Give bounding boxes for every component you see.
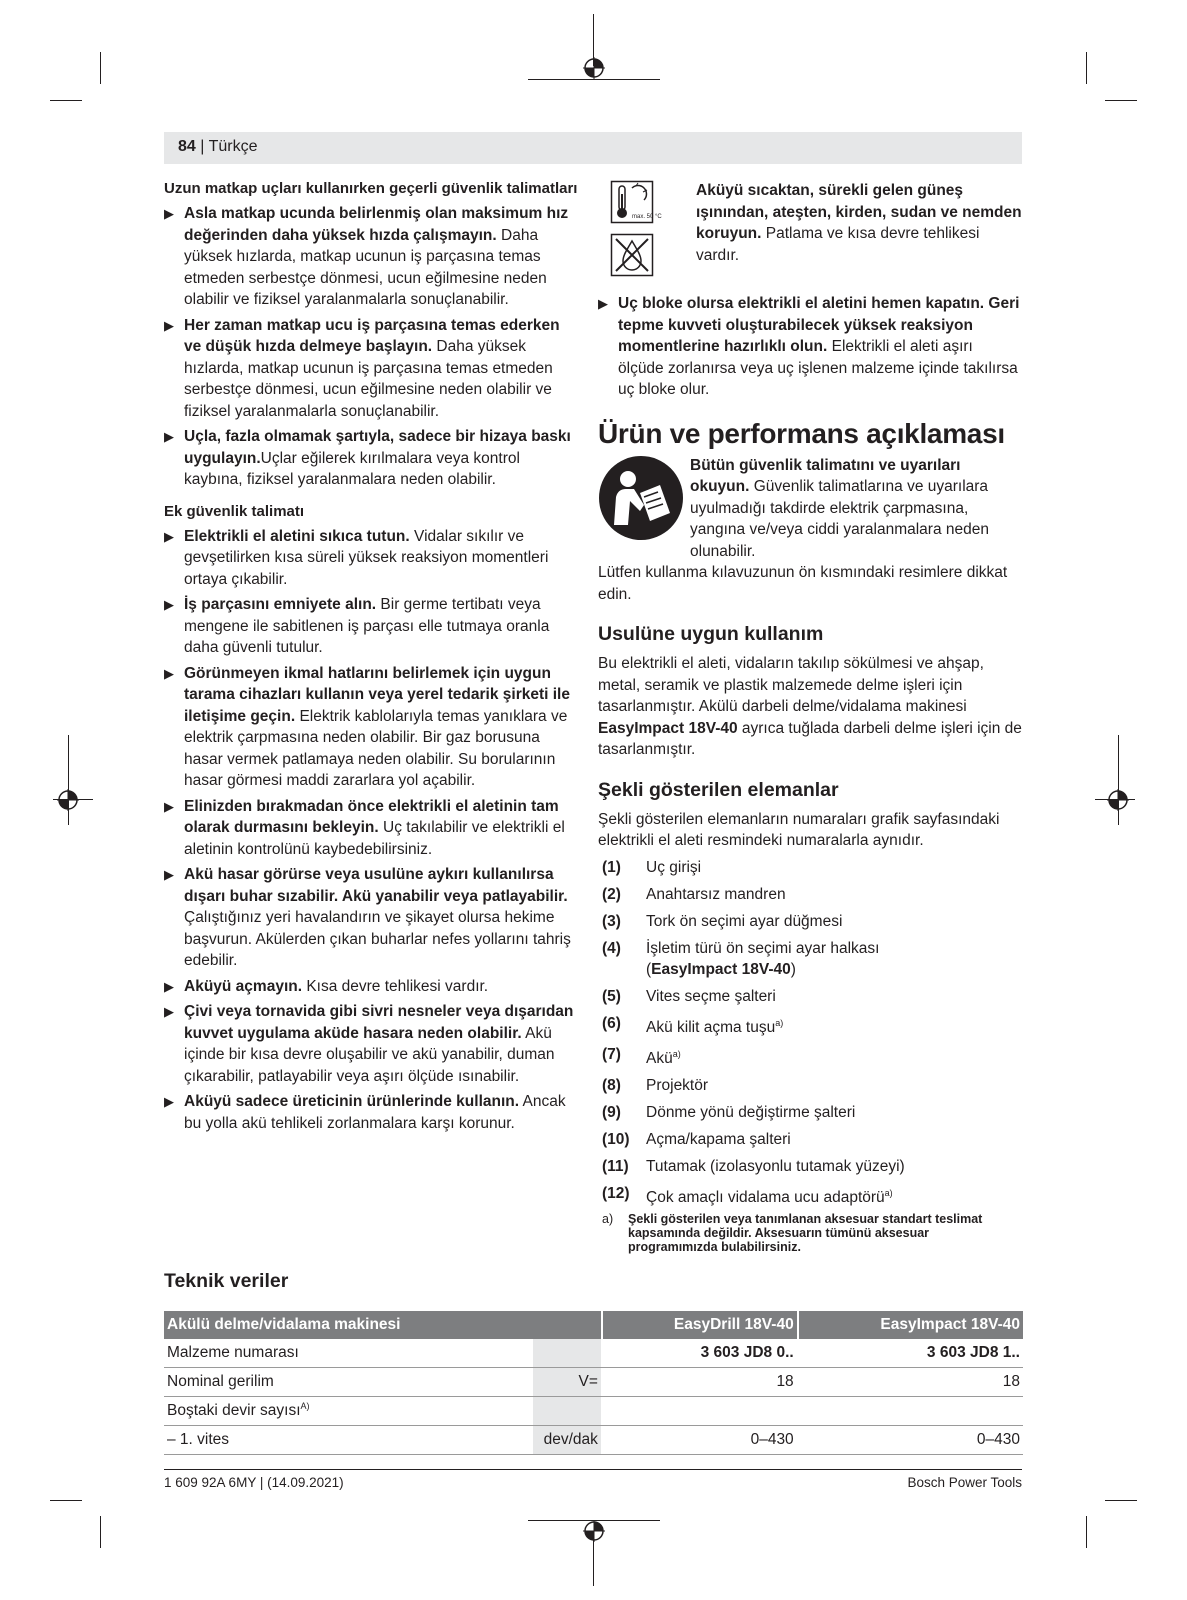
component-label: Dönme yönü değiştirme şalteri bbox=[646, 1104, 856, 1122]
crop-mark bbox=[100, 1516, 101, 1548]
row-unit bbox=[533, 1397, 601, 1426]
footer-left: 1 609 92A 6MY | (14.09.2021) bbox=[164, 1475, 344, 1490]
read-manual-icon bbox=[598, 455, 684, 541]
arrow-bullet-icon: ▶ bbox=[164, 1094, 174, 1109]
registration-mark-icon bbox=[583, 1520, 605, 1542]
crop-mark bbox=[100, 52, 101, 84]
usage-text-part: ayrıca tuğlada darbeli delme işleri için de tasarlanmıştır. bbox=[598, 719, 1022, 758]
item-text: Uçlar eğilerek kırılmalara veya kontrol kaybına, fiziksel yaralanmalara neden olabilir. bbox=[184, 449, 520, 488]
table-header-cell: EasyDrill 18V-40 bbox=[603, 1311, 797, 1339]
component-number: (6) bbox=[602, 1015, 621, 1032]
component-item bbox=[602, 884, 1022, 906]
table-row bbox=[164, 1397, 1023, 1426]
item-text: Uç takılabilir ve elektrikli el aletinin kontrolünü kaybedebilirsiniz. bbox=[184, 819, 565, 858]
usage-model-name: EasyImpact 18V-40 bbox=[598, 719, 738, 737]
component-number: (9) bbox=[602, 1104, 621, 1122]
table-header-cell: Akülü delme/vidalama makinesi bbox=[164, 1311, 533, 1339]
list-item bbox=[164, 976, 580, 998]
read-note-bold: Bütün güvenlik talimatını ve uyarıları okuyun. bbox=[690, 456, 961, 495]
component-item bbox=[602, 857, 1022, 879]
list-item bbox=[164, 315, 580, 423]
left-column bbox=[164, 178, 580, 1138]
arrow-bullet-icon: ▶ bbox=[164, 798, 174, 814]
list-item bbox=[164, 526, 580, 591]
list-item bbox=[164, 864, 580, 972]
row-value: 18 bbox=[799, 1368, 1023, 1397]
item-text: Ancak bu yolla akü tehlikeli zorlanmalara karşı korunur. bbox=[184, 1093, 566, 1132]
footer-right: Bosch Power Tools bbox=[907, 1475, 1022, 1490]
registration-mark-icon bbox=[1107, 789, 1129, 811]
component-item bbox=[602, 1013, 1022, 1039]
battery-warning-bold: Aküyü sıcaktan, sürekli gelen güneş ışınından, ateşten, kirden, sudan ve nemden koruyun. bbox=[696, 182, 1022, 242]
arrow-bullet-icon: ▶ bbox=[598, 296, 608, 311]
component-label: Tutamak (izolasyonlu tutamak yüzeyi) bbox=[646, 1158, 905, 1176]
footer-rule bbox=[164, 1469, 1022, 1470]
row-label: Malzeme numarası bbox=[164, 1339, 533, 1368]
arrow-bullet-icon: ▶ bbox=[164, 1004, 174, 1019]
component-number: (2) bbox=[602, 885, 621, 903]
component-number: (5) bbox=[602, 988, 621, 1005]
temperature-label: max. 50 °C bbox=[632, 214, 662, 220]
spec-table bbox=[164, 1311, 1023, 1455]
thermometer-sun-icon bbox=[610, 180, 662, 224]
component-item bbox=[602, 1129, 1022, 1151]
components-title: Şekli gösterilen elemanlar bbox=[598, 778, 839, 801]
crop-mark bbox=[1105, 100, 1137, 101]
crop-mark bbox=[50, 100, 82, 101]
item-text: Vidalar sıkılır ve gevşetilirken kısa süreli yüksek reaksiyon momentleri ortaya çıkabilir. bbox=[184, 527, 549, 588]
component-number: (8) bbox=[602, 1077, 621, 1095]
registration-mark-icon bbox=[57, 789, 79, 811]
component-label: Akü bbox=[646, 1050, 673, 1068]
row-label: Nominal gerilim bbox=[164, 1368, 533, 1397]
footnote-ref: a) bbox=[672, 1049, 681, 1060]
main-title: Ürün ve performans açıklaması bbox=[598, 417, 1005, 449]
table-row bbox=[164, 1368, 1023, 1397]
component-number: (12) bbox=[602, 1185, 630, 1203]
row-label: – 1. vites bbox=[164, 1426, 533, 1455]
crop-mark bbox=[1105, 1500, 1137, 1501]
component-label: İşletim türü ön seçimi ayar halkası bbox=[646, 939, 880, 957]
component-number: (11) bbox=[602, 1158, 629, 1176]
row-value: 0–430 bbox=[799, 1426, 1023, 1455]
model-paren: ( bbox=[646, 961, 652, 978]
section-heading: Ek güvenlik talimatı bbox=[164, 502, 305, 520]
arrow-bullet-icon: ▶ bbox=[164, 528, 174, 544]
item-text: Daha yüksek hızlarda, matkap ucunun iş parçasına temas etmeden serbestçe dönmesi, ucun eğilmesine neden olabilir ve fiziksel yaralanmalarla sonuçlanabilir. bbox=[184, 226, 547, 308]
list-item bbox=[164, 663, 580, 792]
safety-list bbox=[164, 203, 580, 491]
item-text: Kısa devre tehlikesi vardır. bbox=[302, 977, 489, 995]
section-heading: Uzun matkap uçları kullanırken geçerli güvenlik talimatları bbox=[164, 180, 578, 197]
arrow-bullet-icon: ▶ bbox=[164, 429, 174, 444]
row-label: Boştaki devir sayısı$^{A)}$ bbox=[164, 1397, 533, 1426]
item-bold: Elektrikli el aletini sıkıca tutun. bbox=[184, 527, 410, 545]
usage-text-part: Bu elektrikli el aleti, vidaların takılıp sökülmesi ve ahşap, metal, seramik ve plastik malzemede delme işleri için tasarlanmıştır. Akülü darbeli delme/vidalama makinesi bbox=[598, 655, 984, 715]
component-label: Çok amaçlı vidalama ucu adaptörü bbox=[646, 1189, 885, 1207]
row-value: 18 bbox=[603, 1368, 797, 1397]
page-number: 84 bbox=[178, 138, 196, 155]
item-bold: Uçla, fazla olmamak şartıyla, sadece bir hizaya baskı uygulayın. bbox=[184, 428, 571, 467]
row-value bbox=[799, 1397, 1023, 1426]
component-label: Anahtarsız mandren bbox=[646, 885, 786, 903]
crop-mark bbox=[1086, 1516, 1087, 1548]
usage-title: Usulüne uygun kullanım bbox=[598, 623, 824, 645]
row-value: 0–430 bbox=[603, 1426, 797, 1455]
row-unit: V= bbox=[533, 1368, 601, 1397]
table-header-cell: EasyImpact 18V-40 bbox=[799, 1311, 1023, 1339]
footnote-ref: a) bbox=[884, 1188, 893, 1199]
row-unit: dev/dak bbox=[533, 1426, 601, 1455]
read-note-text: Güvenlik talimatlarına ve uyarılara uyulmadığı takdirde elektrik çarpmasına, yangına ve/veya ciddi yaralanmalara neden olunabilir. bbox=[690, 478, 989, 560]
component-item bbox=[602, 986, 1022, 1008]
tech-title: Teknik veriler bbox=[164, 1270, 289, 1292]
component-number: (3) bbox=[602, 912, 621, 930]
arrow-bullet-icon: ▶ bbox=[164, 978, 174, 994]
component-item bbox=[602, 1044, 1022, 1070]
figures-note: Lütfen kullanma kılavuzunun ön kısmındaki resimlere dikkat edin. bbox=[598, 564, 1008, 603]
item-bold: Asla matkap ucunda belirlenmiş olan maksimum hız değerinden daha yüksek hızda çalışmayın. bbox=[184, 205, 569, 244]
component-item bbox=[602, 1183, 1022, 1209]
footnote-mark: a) bbox=[602, 1212, 614, 1227]
component-label: Tork ön seçimi ayar düğmesi bbox=[646, 912, 843, 930]
arrow-bullet-icon: ▶ bbox=[164, 206, 174, 221]
safety-list bbox=[164, 526, 580, 1135]
component-number: (4) bbox=[602, 939, 621, 957]
item-bold: Uç bloke olursa elektrikli el aletini hemen kapatın. Geri tepme kuvveti oluşturabilecek yüksek reaksiyon momentlerine hazırlıklı olun. bbox=[618, 295, 1020, 355]
header-language: | Türkçe bbox=[200, 138, 258, 155]
list-item bbox=[164, 1091, 580, 1134]
list-item bbox=[164, 426, 580, 491]
list-item bbox=[164, 796, 580, 861]
usage-text bbox=[598, 653, 1022, 761]
registration-mark-icon bbox=[583, 57, 605, 79]
component-item bbox=[602, 911, 1022, 933]
row-value: 3 603 JD8 0.. bbox=[603, 1339, 797, 1368]
components-list bbox=[602, 857, 1022, 1209]
item-text: Bir germe tertibatı veya mengene ile sabitlenen iş parçası elle tutmaya oranla daha güvenli tutulur. bbox=[184, 596, 550, 656]
arrow-bullet-icon: ▶ bbox=[164, 665, 174, 681]
footnote bbox=[602, 1212, 1022, 1254]
arrow-bullet-icon: ▶ bbox=[164, 597, 174, 612]
table-header-cell bbox=[533, 1311, 601, 1339]
components-intro: Şekli gösterilen elemanların numaraları grafik sayfasındaki elektrikli el aleti resmindeki numaralarla aynıdır. bbox=[598, 810, 1000, 849]
component-number: (7) bbox=[602, 1046, 621, 1064]
item-text: Elektrikli el aleti aşırı ölçüde zorlanırsa veya uç işlenen malzeme içinde takılırsa uç bloke olur. bbox=[618, 338, 1018, 398]
crop-mark bbox=[1118, 735, 1119, 825]
item-text: Akü içinde bir kısa devre oluşabilir ve akü yanabilir, duman çıkarabilir, patlayabilir veya aşırı ölçüde ısınabilir. bbox=[184, 1024, 555, 1085]
battery-warning-text: Patlama ve kısa devre tehlikesi vardır. bbox=[696, 225, 980, 264]
item-bold: Çivi veya tornavida gibi sivri nesneler veya dışarıdan kuvvet uygulama aküde hasara neden olabilir. bbox=[184, 1003, 574, 1042]
footnote-text: Şekli gösterilen veya tanımlanan aksesuar standart teslimat kapsamında değildir. Aksesuarın tümünü aksesuar programımızda bulabilirsiniz. bbox=[628, 1212, 983, 1255]
list-item bbox=[598, 293, 1022, 401]
item-text: Elektrik kablolarıyla temas yanıklara ve elektrik çarpmasına neden olabilir. Bir gaz borusuna hasar vermek patlamaya neden olabilir. Su borularının hasar görmesi maddi zararlara yol açabilir. bbox=[184, 707, 568, 789]
row-value: 3 603 JD8 1.. bbox=[799, 1339, 1023, 1368]
page-header bbox=[164, 132, 1022, 164]
component-label: Vites seçme şalteri bbox=[646, 988, 776, 1005]
list-item bbox=[164, 1001, 580, 1087]
crop-mark bbox=[50, 1500, 82, 1501]
crop-mark bbox=[68, 735, 69, 825]
component-number: (1) bbox=[602, 858, 621, 876]
list-item bbox=[164, 203, 580, 311]
crop-mark bbox=[528, 79, 660, 80]
footnote-ref: A) bbox=[300, 1401, 310, 1412]
model-paren: ) bbox=[790, 961, 796, 978]
list-item bbox=[164, 594, 580, 659]
model-name: EasyImpact 18V-40 bbox=[651, 961, 791, 978]
component-item bbox=[602, 938, 1022, 981]
item-bold: Elinizden bırakmadan önce elektrikli el aletinin tam olarak durmasını bekleyin. bbox=[184, 797, 559, 836]
crop-mark bbox=[1086, 52, 1087, 84]
no-water-icon bbox=[610, 233, 654, 277]
arrow-bullet-icon: ▶ bbox=[164, 867, 174, 882]
component-label: Açma/kapama şalteri bbox=[646, 1131, 791, 1149]
component-label: Uç girişi bbox=[646, 858, 702, 876]
component-item bbox=[602, 1102, 1022, 1124]
component-label: Akü kilit açma tuşu bbox=[646, 1019, 776, 1037]
item-bold: Akü hasar görürse veya usulüne aykırı kullanılırsa dışarı buhar sızabilir. Akü yanabilir veya patlayabilir. bbox=[184, 866, 568, 905]
right-column bbox=[598, 180, 1022, 1255]
item-bold: Aküyü sadece üreticinin ürünlerinde kullanın. bbox=[184, 1093, 520, 1110]
item-bold: Her zaman matkap ucu iş parçasına temas ederken ve düşük hızda delmeye başlayın. bbox=[184, 316, 560, 355]
item-bold: Aküyü açmayın. bbox=[184, 977, 303, 995]
footnote-ref: a) bbox=[775, 1018, 784, 1028]
item-text: Daha yüksek hızlarda, matkap ucunun iş parçasına temas etmeden serbestçe dönmesi, ucun eğilmesine neden olabilir ve fiziksel yaralanmalarla sonuçlanabilir. bbox=[184, 338, 553, 420]
component-number: (10) bbox=[602, 1131, 630, 1149]
component-label: Projektör bbox=[646, 1077, 709, 1095]
table-row bbox=[164, 1426, 1023, 1455]
component-item bbox=[602, 1156, 1022, 1178]
arrow-bullet-icon: ▶ bbox=[164, 317, 174, 333]
item-bold: İş parçasını emniyete alın. bbox=[184, 596, 377, 613]
row-unit bbox=[533, 1339, 601, 1368]
table-row bbox=[164, 1339, 1023, 1368]
component-item bbox=[602, 1075, 1022, 1097]
item-text: Çalıştığınız yeri havalandırın ve şikayet olursa hekime başvurun. Akülerden çıkan buharlar nefes yollarını tahriş edebilir. bbox=[184, 909, 571, 969]
row-value bbox=[603, 1397, 797, 1426]
item-bold: Görünmeyen ikmal hatlarını belirlemek için uygun tarama cihazları kullanın veya yerel tedarik şirketi ile iletişime geçin. bbox=[184, 664, 570, 725]
